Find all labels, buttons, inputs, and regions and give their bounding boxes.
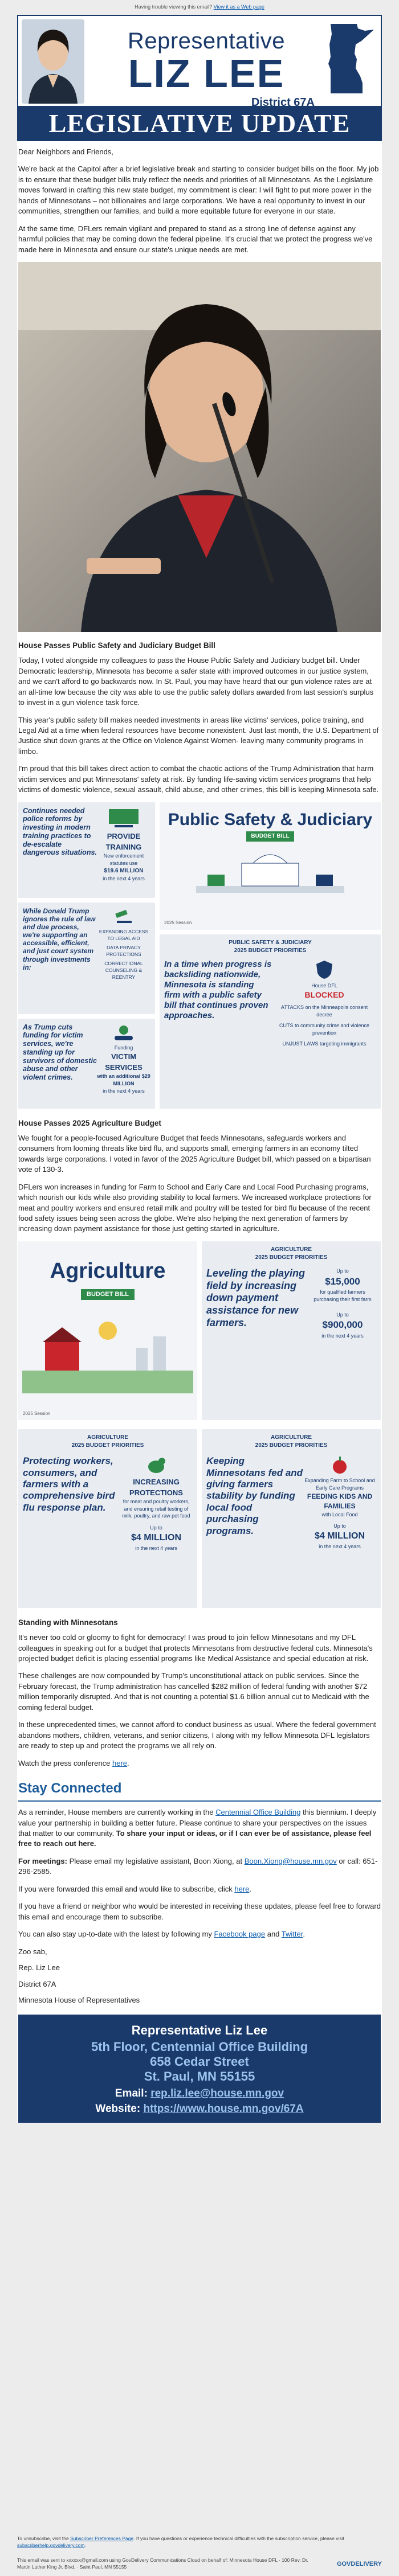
email-body	[17, 15, 382, 2123]
ag-lf-title: FEEDING KIDS AND FAMILIES	[307, 1492, 373, 1510]
social-and: and	[265, 1930, 282, 1939]
masthead-title	[92, 30, 320, 110]
ps-training-stat	[97, 807, 150, 893]
ps-blocked-dfl: House DFL	[311, 982, 337, 988]
ps-graphic-title-card	[160, 802, 381, 930]
masthead-name: LIZ LEE	[128, 51, 285, 96]
agriculture-graphics-row-2	[18, 1429, 381, 1608]
chicken-icon	[145, 1455, 168, 1475]
public-safety-paragraph-1: Today, I voted alongside my colleagues to pass the House Public Safety and Judiciary budget bill. Under Democratic leadership, Minnesota has become a safer state with improved outcomes in our justice system, and we can't afford to go backwards now. In St. Paul, you may have heard that our gun violence rates are at an all-time low because the city was able to use the public safety dollars awarded from last session's surplus to invest in a gun violence task force.	[18, 656, 374, 707]
ag-bf-body	[23, 1455, 193, 1552]
ps-priorities-title: PUBLIC SAFETY & JUDICIARY	[229, 939, 312, 946]
stay-p1-bold: To share your input or ideas, or if I can ever be of assistance, please feel free to reach out here.	[18, 1829, 372, 1848]
stay-paragraph-2	[18, 1856, 381, 1877]
ps-priorities-subtitle: 2025 BUDGET PRIORITIES	[234, 947, 307, 954]
ps-graphics-left-column	[18, 802, 155, 1109]
subscriber-help-link[interactable]: subscriberhelp.govdelivery.com	[17, 2542, 85, 2549]
twitter-link[interactable]: Twitter	[281, 1930, 303, 1939]
public-safety-heading: House Passes Public Safety and Judiciary Budget Bill	[18, 641, 215, 650]
ag-lf-header-subtitle: 2025 BUDGET PRIORITIES	[255, 1442, 328, 1449]
agriculture-heading: House Passes 2025 Agriculture Budget	[18, 1118, 161, 1127]
subscriber-preferences-link[interactable]: Subscriber Preferences Page	[70, 2536, 134, 2541]
stay-paragraph-4: If you have a friend or neighbor who would be interested in receiving these updates, please feel free to forward this email and encourage them to subscribe.	[18, 1902, 381, 1921]
apple-icon	[328, 1455, 351, 1475]
contact-footer	[18, 2015, 381, 2122]
helping-hands-icon	[112, 1023, 135, 1043]
footer-email-label: Email:	[115, 2087, 151, 2099]
main-content	[17, 141, 382, 2123]
agriculture-paragraph-2: DFLers won increases in funding for Farm to School and Early Care and Local Food Purchasing programs, which nourish our kids while also providing stability to local farmers. We increased workplace protections for meat and poultry workers and ensured retail milk and poultry will be tested for bird flu because of the recent food safety issues being seen across the globe. We're also helping the next generation of farmers by increasing down payment assistance for those just getting started in agriculture.	[18, 1182, 372, 1233]
ag-dp-period: in the next 4 years	[321, 1332, 364, 1339]
legislative-update-banner: LEGISLATIVE UPDATE	[17, 106, 382, 141]
ag-dp-amount: $15,000	[325, 1276, 360, 1287]
ag-lf-sub-2: with Local Food	[321, 1511, 358, 1517]
ag-budget-bill-badge: BUDGET BILL	[81, 1289, 135, 1301]
public-safety-paragraph-3: I'm proud that this bill takes direct action to combat the chaotic actions of the Trump Administration that harm victim services and put Minnesotans' safety at risk. By funding life-saving victim services programs that help victims of domestic violence, sexual assault, child abuse, and other crimes, this bill is keeping Minnesota safe.	[18, 764, 379, 794]
stay-p1-mid: this biennium. I deeply value your partnership in building a better future. Please continue to share your perspectives on the issues that matter to our community.	[18, 1808, 377, 1838]
standing-paragraph-4	[18, 1758, 381, 1769]
ag-graphic-down-payment	[202, 1241, 381, 1420]
ps-graphics-right-column	[160, 802, 381, 1109]
gavel-icon	[112, 907, 135, 924]
agriculture-paragraph-1: We fought for a people-focused Agriculture Budget that feeds Minnesotans, safeguards workers and consumers from looming threats like bird flu, and supports small, emerging farmers in an economy tilted towards large corporations. I voted in favor of the 2025 Agriculture Budget bill, which passed on a bipartisan vote of 130-3.	[18, 1133, 371, 1174]
ps-training-amount: $19.6 MILLION	[104, 867, 144, 874]
agriculture-graphics-row-1	[18, 1241, 381, 1420]
ps-blocked-list	[272, 959, 376, 1051]
floor-speech-photo	[18, 262, 381, 632]
intro-paragraph-2: At the same time, DFLers remain vigilant and prepared to stand as a strong line of defense against any harmful policies that may be coming down the federal pipeline. It's crucial that we protect the progress we've made here in Minnesota and ensure our state's unique needs are met.	[18, 224, 373, 254]
ag-bf-period: in the next 4 years	[135, 1545, 177, 1551]
ag-bf-stats	[120, 1455, 193, 1552]
ps-courts-item: CORRECTIONAL COUNSELING & REENTRY	[104, 960, 143, 981]
masthead	[17, 15, 382, 109]
ps-blocked-item: CUTS to community crime and violence prevention	[279, 1022, 370, 1036]
unsubscribe-notice	[17, 2535, 382, 2549]
ag-bf-up-to: Up to	[150, 1525, 162, 1531]
ag-graphic-title-card	[18, 1241, 197, 1420]
ps-courts-text: While Donald Trump ignores the rule of law and due process, we're supporting an accessible, efficient, and just court system through investments in:	[23, 906, 96, 971]
ps-blocked-text: In a time when progress is backsliding nationwide, Minnesota is standing firm with a public safety bill that continues proven approaches.	[164, 959, 272, 1021]
govdelivery-logo: GOVDELIVERY	[336, 2561, 382, 2567]
social-text: You can also stay up-to-date with the latest by following my	[18, 1930, 214, 1939]
ag-bf-amount: $4 MILLION	[131, 1533, 181, 1543]
ag-dp-sub: for qualified farmers purchasing their first farm	[314, 1289, 372, 1302]
standing-paragraph-3: In these unprecedented times, we cannot afford to conduct business as usual. Where the federal government abandons mothers, children, veterans, and senior citizens, I along with my fellow Minnesota DFL legislators are ready to step up and protect the programs we all rely on.	[18, 1720, 376, 1750]
ps-graphic-courts	[18, 903, 155, 1014]
ag-dp-up-to: Up to	[336, 1268, 349, 1274]
ps-victim-sub: Funding	[114, 1045, 133, 1051]
masthead-district: District 67A	[251, 96, 315, 109]
ps-blocked-item: ATTACKS on the Minneapolis consent decree	[280, 1004, 368, 1018]
view-online-bar	[0, 3, 399, 11]
stay-connected-heading: Stay Connected	[18, 1779, 381, 1802]
ag-title-card-heading: Agriculture	[50, 1258, 166, 1283]
ps-blocked-body	[164, 959, 376, 1051]
press-conference-suffix: .	[127, 1758, 129, 1767]
unsubscribe-text: . If you have questions or experience technical difficulties with the subscription service, please visit	[133, 2536, 344, 2541]
centennial-office-building-link[interactable]: Centennial Office Building	[215, 1808, 301, 1817]
ag-dp-stats	[309, 1268, 376, 1339]
public-safety-graphics	[18, 802, 381, 1109]
ag-dp-header	[206, 1246, 376, 1262]
ag-lf-header	[206, 1434, 376, 1450]
stay-paragraph-5	[18, 1929, 381, 1939]
sign-off-2: Rep. Liz Lee	[18, 1963, 60, 1972]
farm-illustration	[22, 1308, 193, 1393]
ag-lf-amount: $4 MILLION	[314, 1531, 365, 1541]
ag-dp-up-to-2: Up to	[336, 1311, 349, 1318]
ps-session-label: 2025 Session	[164, 920, 192, 926]
minnesota-map-icon	[325, 22, 376, 96]
stay-p1-prefix: As a reminder, House members are currently working in the	[18, 1808, 216, 1817]
footer-address-2: 658 Cedar Street	[150, 2054, 249, 2069]
ps-victim-period: in the next 4 years	[103, 1088, 145, 1094]
ps-training-period: in the next 4 years	[103, 876, 145, 882]
view-as-webpage-link[interactable]: View it as a Web page	[213, 4, 264, 10]
ag-lf-up-to: Up to	[333, 1523, 346, 1529]
ps-graphic-victim-services	[18, 1019, 155, 1109]
ag-bf-title: INCREASING PROTECTIONS	[129, 1478, 183, 1497]
classroom-icon	[107, 807, 141, 830]
ag-bf-sub: for meat and poultry workers, and ensuring retail testing of milk, poultry, and raw pet food	[122, 1498, 190, 1519]
ps-blocked-item: UNJUST LAWS targeting immigrants	[282, 1040, 367, 1047]
stay-paragraph-1	[18, 1807, 381, 1849]
subscribe-text: If you were forwarded this email and would like to subscribe, click	[18, 1884, 235, 1893]
footer-website-row	[18, 2102, 381, 2117]
standing-heading: Standing with Minnesotans	[18, 1618, 118, 1627]
capitol-illustration	[185, 846, 356, 897]
stay-paragraph-3	[18, 1884, 381, 1894]
meetings-text: Please email my legislative assistant, Boon Xiong, at	[67, 1856, 245, 1865]
ag-session-label: 2025 Session	[23, 1410, 51, 1416]
ps-victim-title: VICTIM SERVICES	[105, 1052, 142, 1072]
footer-website-label: Website:	[95, 2102, 144, 2115]
footer-website-link[interactable]: https://www.house.mn.gov/67A	[143, 2102, 304, 2115]
ag-lf-body	[206, 1455, 376, 1550]
ag-dp-header-subtitle: 2025 BUDGET PRIORITIES	[255, 1254, 328, 1261]
ps-title-card-heading: Public Safety & Judiciary	[168, 810, 373, 829]
ps-training-text: Continues needed police reforms by investing in modern training practices to de-escalate dangerous situations.	[23, 806, 97, 857]
ag-dp-body	[206, 1268, 376, 1339]
sign-off-3: District 67A	[18, 1979, 56, 1988]
sent-notice: This email was sent to xxxxxx@gmail.com using GovDelivery Communications Cloud on behalf of: Minnesota House DFL · 100 Rev. Dr. Martin Luther King Jr. Blvd. · Saint Paul, MN 55155	[17, 2557, 308, 2570]
footer-email-link[interactable]: rep.liz.lee@house.mn.gov	[150, 2087, 284, 2099]
social-suffix: .	[303, 1930, 305, 1939]
footer-email-row	[18, 2086, 381, 2102]
shield-icon	[314, 959, 335, 980]
ps-courts-list	[97, 907, 150, 1010]
standing-paragraph-2: These challenges are now compounded by Trump's unconstitutional attack on public services. Since the February forecast, the Trump administration has cancelled $282 million of federal funding with another $72 million temporarily disrupted. And that is not counting a potential $1.6 billion annual cut to Medicaid with the coming federal budget.	[18, 1671, 369, 1712]
ps-budget-bill-badge: BUDGET BILL	[246, 831, 294, 842]
ag-lf-stats	[303, 1455, 376, 1550]
ag-lf-sub: Expanding Farm to School and Early Care Programs	[304, 1478, 375, 1491]
ps-courts-item: EXPANDING ACCESS TO LEGAL AID	[99, 928, 149, 941]
ag-graphic-bird-flu	[18, 1429, 197, 1608]
subscribe-link[interactable]: here	[234, 1884, 250, 1893]
ps-victim-amount: with an additional $29 MILLION	[97, 1073, 150, 1086]
footer-address-1: 5th Floor, Centennial Office Building	[91, 2039, 308, 2054]
sign-off-4: Minnesota House of Representatives	[18, 1996, 140, 2005]
intro-paragraph-1: We're back at the Capitol after a brief legislative break and starting to consider budget bills on the floor. My job is to ensure that these budget bills truly reflect the needs and priorities of all Minnesotans. As the Legislature moves forward in crafting this new state budget, my commitment is clear: I will fight to put more power in the hands of Minnesotans – not billionaires and large corporations. We have a real opportunity to invest in our communities, strengthen our families, and build a more equitable future for everyone in our state.	[18, 165, 379, 216]
meetings-label: For meetings:	[18, 1856, 67, 1865]
ps-victim-text: As Trump cuts funding for victim services, we're standing up for survivors of domestic abuse and other violent crimes.	[23, 1023, 97, 1082]
ag-lf-text: Keeping Minnesotans fed and giving farmers stability by funding local food purchasing programs.	[206, 1455, 303, 1536]
footer-address-3: St. Paul, MN 55155	[144, 2069, 255, 2083]
masthead-representative: Representative	[127, 28, 286, 54]
ag-dp-amount-2: $900,000	[322, 1319, 363, 1331]
public-safety-paragraph-2: This year's public safety bill makes needed investments in areas like victims' services, police training, and Legal Aid at a time when federal resources have become nonexistent. Just last month, the U.S. Department of Justice shut down grants at the Office on Violence Against Women- leaving many community programs in limbo.	[18, 715, 379, 756]
ag-lf-period: in the next 4 years	[319, 1543, 361, 1549]
ps-graphic-training	[18, 802, 155, 898]
ag-dp-header-title: AGRICULTURE	[270, 1246, 312, 1253]
headshot-photo	[22, 19, 84, 104]
ps-blocked-label: BLOCKED	[304, 990, 344, 999]
sign-off-1: Zoo sab,	[18, 1947, 47, 1956]
unsubscribe-suffix: .	[84, 2542, 86, 2549]
press-conference-link[interactable]: here	[112, 1758, 128, 1767]
ag-bf-header	[23, 1434, 193, 1450]
ps-victim-stat	[97, 1023, 150, 1104]
ag-dp-text: Leveling the playing field by increasing down payment assistance for new farmers.	[206, 1268, 306, 1328]
assistant-email-link[interactable]: Boon.Xiong@house.mn.gov	[244, 1856, 337, 1865]
facebook-link[interactable]: Facebook page	[214, 1930, 266, 1939]
ag-graphic-local-food	[202, 1429, 381, 1608]
ps-courts-item: DATA PRIVACY PROTECTIONS	[106, 944, 141, 957]
ps-training-sub: New enforcement statutes use	[103, 853, 144, 867]
meetings-phone: or call: 651-296-2585.	[18, 1856, 378, 1876]
ps-graphic-blocked	[160, 934, 381, 1109]
ag-bf-header-title: AGRICULTURE	[87, 1434, 129, 1441]
subscribe-suffix: .	[249, 1884, 251, 1893]
unsubscribe-prefix: To unsubscribe, visit the	[17, 2536, 71, 2541]
greeting: Dear Neighbors and Friends,	[18, 147, 113, 156]
ps-priorities-header	[164, 939, 376, 955]
footer-name: Representative Liz Lee	[131, 2023, 268, 2038]
ps-training-title: PROVIDE TRAINING	[105, 832, 142, 851]
ag-bf-header-subtitle: 2025 BUDGET PRIORITIES	[71, 1442, 144, 1449]
ag-lf-header-title: AGRICULTURE	[270, 1434, 312, 1441]
ag-bf-text: Protecting workers, consumers, and farmers with a comprehensive bird flu response plan.	[23, 1455, 115, 1513]
press-conference-text: Watch the press conference	[18, 1758, 112, 1767]
view-online-text: Having trouble viewing this email?	[135, 4, 213, 10]
standing-paragraph-1: It's never too cold or gloomy to fight for democracy! I was proud to join fellow Minnesotans and my DFL colleagues in speaking out for a budget that protects Minnesotans from destructive federal cuts. Minnesota's projected budget deficit is placing essential programs like Medical Assistance and special education at risk.	[18, 1633, 373, 1663]
